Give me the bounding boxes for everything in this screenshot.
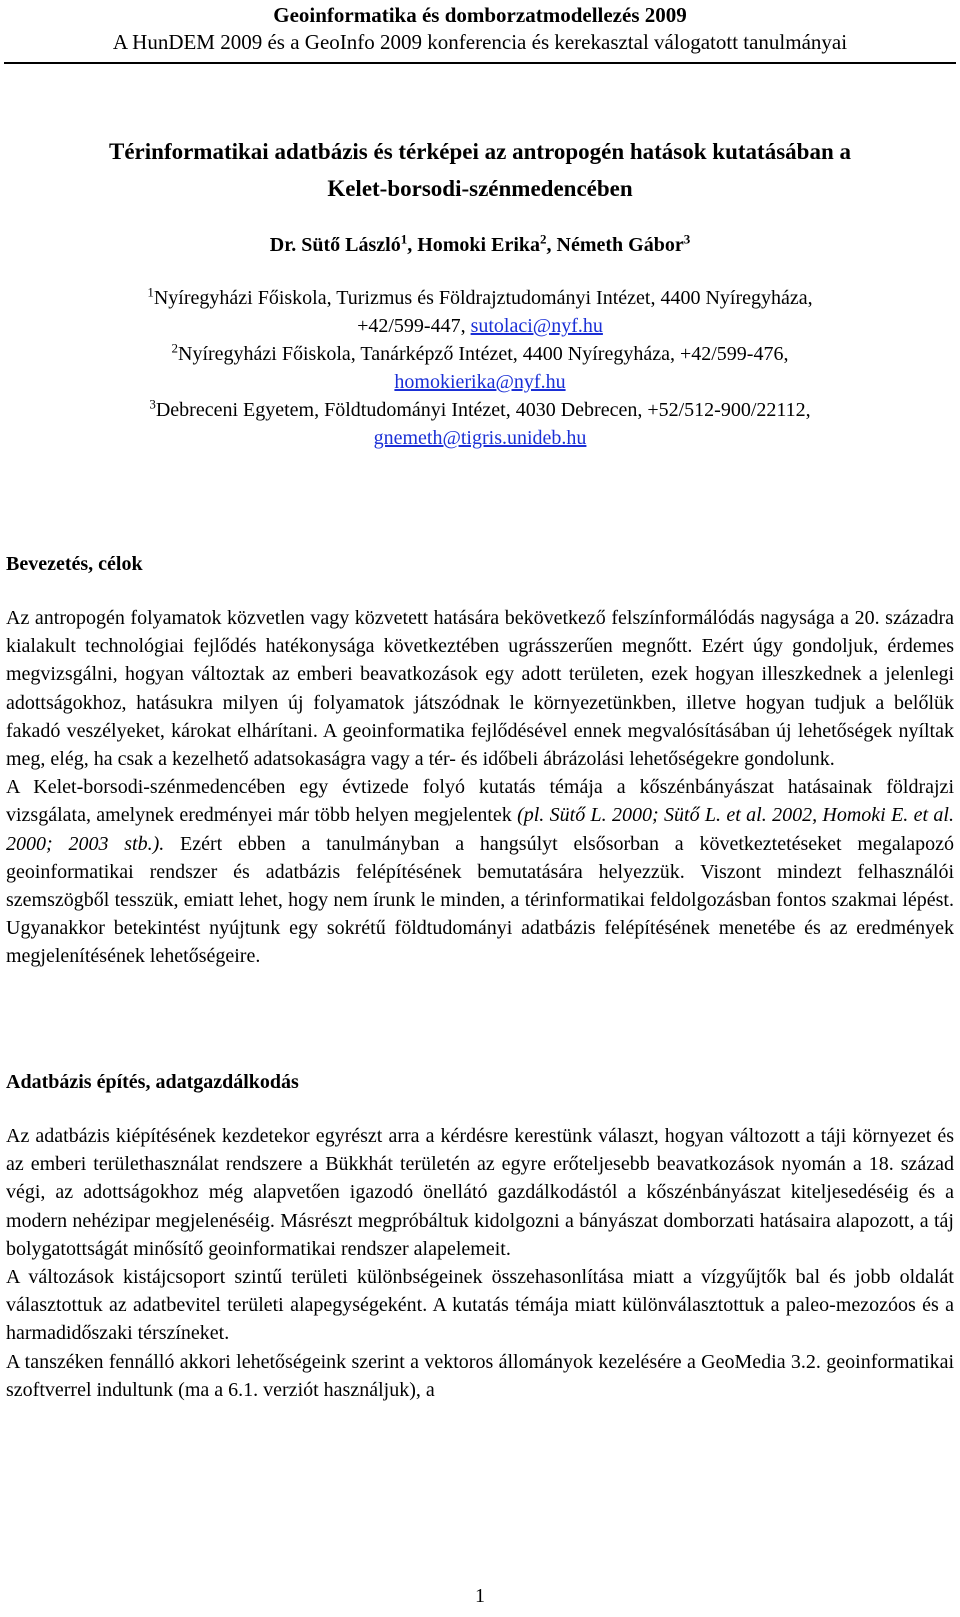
author-list xyxy=(0,230,960,260)
paragraph-text: A Kelet-borsodi-szénmedencében egy évtizede folyó kutatás témája a kőszénbányászat hatásainak földrajzi vizsgálata, amelynek eredményei már több helyen megjelentek xyxy=(6,776,954,827)
paragraph xyxy=(6,773,954,970)
email-link[interactable]: gnemeth@tigris.unideb.hu xyxy=(373,427,587,449)
affiliation-mark: 2 xyxy=(171,340,179,356)
affiliation-3 xyxy=(0,396,960,424)
affiliation-list xyxy=(0,284,960,452)
affiliation-mark: 3 xyxy=(149,396,156,412)
header-subtitle: A HunDEM 2009 és a GeoInfo 2009 konferencia és kerekasztal válogatott tanulmányai xyxy=(112,30,848,54)
paragraph: A tanszéken fennálló akkori lehetőségeink szerint a vektoros állományok kezelésére a GeoMedia 3.2. geoinformatikai szoftverrel indultunk (ma a 6.1. verziót használjuk), a xyxy=(6,1350,954,1401)
section-introduction xyxy=(6,549,954,971)
affiliation-2 xyxy=(0,340,960,368)
affiliation-text: Nyíregyházi Főiskola, Tanárképző Intézet, 4400 Nyíregyháza, +42/599-476, xyxy=(178,343,789,365)
paragraph: Az antropogén folyamatok közvetlen vagy közvetett hatására bekövetkező felszínformálódás nagysága a 20. századra kialakult technológiai fejlődés hatékonysága következtében ugrásszerűen megnőtt. Ezért úgy gondoljuk, érdemes megvizsgálni, hogyan változtak az emberi beavatkozások egy adott területen, ezek hogyan illeszkednek a jelenlegi adottságokhoz, hatásukra milyen új folyamatok játszódnak le környezetünkben, illetve hogyan tudjuk a belőlük fakadó veszélyeket, károkat elhárítani. A geoinformatika fejlődésével ennek megvalósításában új lehetőségek nyíltak meg, elég, ha csak a kezelhető adatsokaságra vagy a tér- és időbeli ábrázolási lehetőségekre gondolunk. xyxy=(6,607,954,771)
affiliation-text: Nyíregyházi Főiskola, Turizmus és Földrajztudományi Intézet, 4400 Nyíregyháza, xyxy=(153,287,813,309)
email-link[interactable]: homokierika@nyf.hu xyxy=(394,371,566,393)
affiliation-2-contact xyxy=(0,368,960,396)
paper-title-line-2: Kelet-borsodi-szénmedencében xyxy=(327,176,633,201)
author-name: Németh Gábor xyxy=(556,234,684,256)
paper-title xyxy=(0,133,960,207)
affiliation-1-contact xyxy=(0,312,960,340)
affiliation-mark: 1 xyxy=(147,284,154,300)
author-separator: , xyxy=(407,234,418,256)
affiliation-3-contact xyxy=(0,424,960,452)
email-link[interactable]: sutolaci@nyf.hu xyxy=(470,315,603,337)
paper-title-line-1: Térinformatikai adatbázis és térképei az antropogén hatások kutatásában a xyxy=(109,139,851,164)
paragraph: Az adatbázis kiépítésének kezdetekor egyrészt arra a kérdésre kerestünk választ, hogyan változott a táji környezet és az emberi területhasználat rendszere a Bükkhát területén az egyre erőteljesebb beavatkozások nyomán a 18. század végi, az adottságokhoz még alapvetően igazodó önellátó gazdálkodástól a kőszénbányászat kiteljesedéséig és a modern nehézipar megjelenéséig. Másrészt megpróbáltuk kidolgozni a bányászat domborzati hatásaira alapozott, a táj bolygatottságát minősítő geoinformatikai rendszer alapelemeit. xyxy=(6,1125,954,1260)
citation: (pl. Sütő L. 2000; Sütő L. et al. 2002, Homoki E. et al. 2000; 2003 stb.). xyxy=(6,804,954,855)
paragraph: A változások kistájcsoport szintű területi különbségeinek összehasonlítása miatt a vízgyűjtők bal és jobb oldalát választottuk az adatbevitel területi alapegységeként. A kutatás témája miatt különválasztottuk a paleo-mezozóos és a harmadidőszaki térszíneket. xyxy=(6,1266,954,1345)
header-journal-title: Geoinformatika és domborzatmodellezés 2009 xyxy=(273,3,687,27)
section-database xyxy=(6,1067,954,1404)
author-affiliation-mark: 2 xyxy=(540,231,547,247)
author-separator: , xyxy=(546,234,557,256)
author-name: Homoki Erika xyxy=(417,234,541,256)
affiliation-1 xyxy=(0,284,960,312)
section-heading: Bevezetés, célok xyxy=(6,553,143,575)
author-name: Dr. Sütő László xyxy=(269,234,401,256)
author-affiliation-mark: 1 xyxy=(400,231,408,247)
header-divider xyxy=(4,62,956,64)
running-header xyxy=(0,2,960,56)
affiliation-text: Debreceni Egyetem, Földtudományi Intézet, 4030 Debrecen, +52/512-900/22112, xyxy=(155,399,811,421)
author-affiliation-mark: 3 xyxy=(683,231,691,247)
paragraph-text: Ezért ebben a tanulmányban a hangsúlyt elsősorban a következtetéseket megalapozó geoinformatikai rendszer és adatbázis felépítésének bemutatására helyezzük. Viszont mindezt felhasználói szemszögből tesszük, emiatt lehet, hogy nem írunk le minden, a térinformatikai feldolgozásban fontos szakmai lépést. Ugyanakkor betekintést nyújtunk egy sokrétű földtudományi adatbázis felépítésének menetébe és az eredmények megjelenítésének lehetőségeire. xyxy=(6,832,954,968)
page-number: 1 xyxy=(475,1585,485,1607)
affiliation-phone: +42/599-447, xyxy=(357,315,471,337)
section-heading: Adatbázis építés, adatgazdálkodás xyxy=(6,1071,299,1093)
